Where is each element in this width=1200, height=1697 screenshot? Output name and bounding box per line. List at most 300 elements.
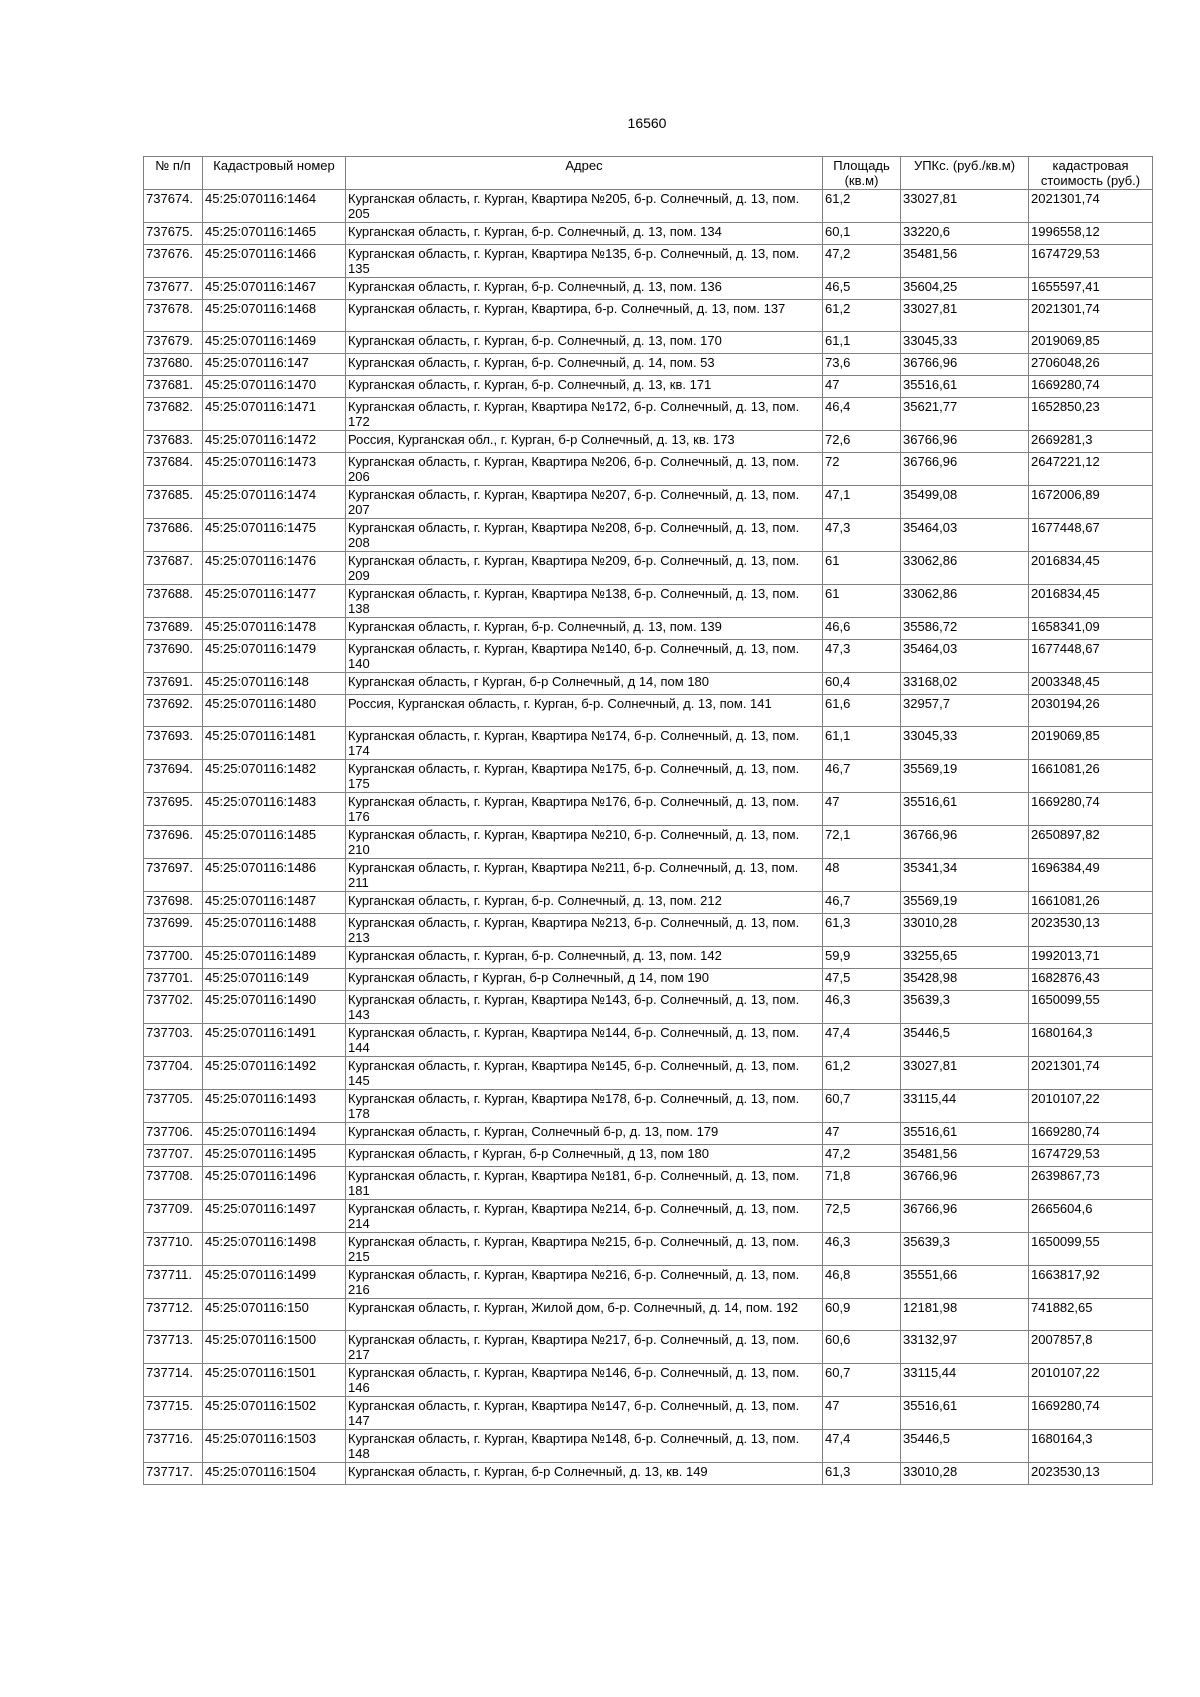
table-row <box>144 914 1153 947</box>
table-row <box>144 486 1153 519</box>
cell-cadastral-cost: 1680164,3 <box>1029 1024 1153 1057</box>
cell-cadastral-number: 45:25:070116:1500 <box>203 1331 346 1364</box>
cell-address: Курганская область, г. Курган, Квартира №213, б-р. Солнечный, д. 13, пом. 213 <box>346 914 823 947</box>
cell-num: 737674. <box>144 190 203 223</box>
cell-cadastral-number: 45:25:070116:1480 <box>203 695 346 727</box>
cell-cadastral-number: 45:25:070116:1482 <box>203 760 346 793</box>
cell-cadastral-cost: 2023530,13 <box>1029 914 1153 947</box>
cell-address: Курганская область, г. Курган, Квартира №145, б-р. Солнечный, д. 13, пом. 145 <box>346 1057 823 1090</box>
cell-cadastral-cost: 2665604,6 <box>1029 1200 1153 1233</box>
cell-num: 737701. <box>144 969 203 991</box>
cell-area: 61 <box>823 585 901 618</box>
cell-upks: 35621,77 <box>901 398 1029 431</box>
table-row <box>144 585 1153 618</box>
cell-area: 60,7 <box>823 1090 901 1123</box>
cell-cadastral-number: 45:25:070116:1478 <box>203 618 346 640</box>
cell-cadastral-cost: 1669280,74 <box>1029 1123 1153 1145</box>
cell-area: 46,6 <box>823 618 901 640</box>
cell-cadastral-cost: 1652850,23 <box>1029 398 1153 431</box>
cell-address: Курганская область, г. Курган, Квартира №207, б-р. Солнечный, д. 13, пом. 207 <box>346 486 823 519</box>
cell-num: 737677. <box>144 278 203 300</box>
cell-num: 737689. <box>144 618 203 640</box>
table-row <box>144 1430 1153 1463</box>
cell-num: 737681. <box>144 376 203 398</box>
cell-num: 737705. <box>144 1090 203 1123</box>
cell-area: 46,8 <box>823 1266 901 1299</box>
cell-cadastral-number: 45:25:070116:1472 <box>203 431 346 453</box>
cell-area: 61,2 <box>823 190 901 223</box>
cell-num: 737693. <box>144 727 203 760</box>
cell-cadastral-cost: 2019069,85 <box>1029 727 1153 760</box>
cell-upks: 35604,25 <box>901 278 1029 300</box>
cell-cadastral-cost: 2021301,74 <box>1029 190 1153 223</box>
table-body <box>144 190 1153 1485</box>
cell-upks: 36766,96 <box>901 354 1029 376</box>
cell-cadastral-cost: 2669281,3 <box>1029 431 1153 453</box>
cell-cadastral-cost: 1669280,74 <box>1029 793 1153 826</box>
cell-area: 47,5 <box>823 969 901 991</box>
cell-address: Курганская область, г. Курган, Квартира №144, б-р. Солнечный, д. 13, пом. 144 <box>346 1024 823 1057</box>
cell-num: 737710. <box>144 1233 203 1266</box>
cell-area: 46,5 <box>823 278 901 300</box>
table-row <box>144 826 1153 859</box>
table-row <box>144 1266 1153 1299</box>
cell-address: Курганская область, г. Курган, Квартира №147, б-р. Солнечный, д. 13, пом. 147 <box>346 1397 823 1430</box>
cell-address: Курганская область, г. Курган, Квартира №214, б-р. Солнечный, д. 13, пом. 214 <box>346 1200 823 1233</box>
cell-area: 47,3 <box>823 519 901 552</box>
cell-area: 47,1 <box>823 486 901 519</box>
cell-address: Курганская область, г. Курган, Солнечный б-р, д. 13, пом. 179 <box>346 1123 823 1145</box>
cell-area: 61,1 <box>823 727 901 760</box>
cell-cadastral-cost: 1663817,92 <box>1029 1266 1153 1299</box>
cell-address: Курганская область, г. Курган, Квартира №138, б-р. Солнечный, д. 13, пом. 138 <box>346 585 823 618</box>
cell-cadastral-cost: 741882,65 <box>1029 1299 1153 1331</box>
cell-address: Курганская область, г. Курган, б-р. Солнечный, д. 13, пом. 212 <box>346 892 823 914</box>
cell-cadastral-cost: 2010107,22 <box>1029 1364 1153 1397</box>
cell-cadastral-cost: 2021301,74 <box>1029 300 1153 332</box>
cell-area: 47 <box>823 1397 901 1430</box>
table-row <box>144 223 1153 245</box>
cell-upks: 33027,81 <box>901 300 1029 332</box>
cell-area: 46,3 <box>823 991 901 1024</box>
cell-num: 737706. <box>144 1123 203 1145</box>
cell-upks: 35569,19 <box>901 892 1029 914</box>
cell-cadastral-number: 45:25:070116:1476 <box>203 552 346 585</box>
cell-address: Курганская область, г. Курган, Квартира №176, б-р. Солнечный, д. 13, пом. 176 <box>346 793 823 826</box>
cell-address: Курганская область, г. Курган, Квартира №215, б-р. Солнечный, д. 13, пом. 215 <box>346 1233 823 1266</box>
cell-upks: 35516,61 <box>901 793 1029 826</box>
cell-area: 47,2 <box>823 1145 901 1167</box>
cell-area: 61 <box>823 552 901 585</box>
cell-upks: 35428,98 <box>901 969 1029 991</box>
table-row <box>144 278 1153 300</box>
cell-upks: 33027,81 <box>901 190 1029 223</box>
cell-cadastral-cost: 2003348,45 <box>1029 673 1153 695</box>
cell-cadastral-cost: 1677448,67 <box>1029 519 1153 552</box>
cell-upks: 32957,7 <box>901 695 1029 727</box>
cell-cadastral-number: 45:25:070116:147 <box>203 354 346 376</box>
cell-cadastral-cost: 1682876,43 <box>1029 969 1153 991</box>
cell-cadastral-number: 45:25:070116:1486 <box>203 859 346 892</box>
cell-cadastral-cost: 1696384,49 <box>1029 859 1153 892</box>
cell-address: Курганская область, г. Курган, Квартира №148, б-р. Солнечный, д. 13, пом. 148 <box>346 1430 823 1463</box>
cell-area: 61,2 <box>823 300 901 332</box>
cell-address: Курганская область, г. Курган, Квартира №210, б-р. Солнечный, д. 13, пом. 210 <box>346 826 823 859</box>
cell-upks: 33062,86 <box>901 585 1029 618</box>
cell-cadastral-number: 45:25:070116:1479 <box>203 640 346 673</box>
cell-cadastral-cost: 1650099,55 <box>1029 1233 1153 1266</box>
cadastral-registry-table <box>143 156 1153 1485</box>
table-row <box>144 695 1153 727</box>
cell-upks: 35516,61 <box>901 1397 1029 1430</box>
cell-area: 60,9 <box>823 1299 901 1331</box>
cell-upks: 36766,96 <box>901 453 1029 486</box>
cell-area: 61,6 <box>823 695 901 727</box>
cell-area: 60,4 <box>823 673 901 695</box>
cell-num: 737676. <box>144 245 203 278</box>
cell-num: 737694. <box>144 760 203 793</box>
cell-cadastral-number: 45:25:070116:1495 <box>203 1145 346 1167</box>
table-row <box>144 1331 1153 1364</box>
cell-num: 737695. <box>144 793 203 826</box>
cell-cadastral-cost: 1672006,89 <box>1029 486 1153 519</box>
cell-cadastral-number: 45:25:070116:1493 <box>203 1090 346 1123</box>
cell-area: 47 <box>823 793 901 826</box>
cell-address: Курганская область, г. Курган, б-р. Солнечный, д. 14, пом. 53 <box>346 354 823 376</box>
cell-cadastral-cost: 1674729,53 <box>1029 245 1153 278</box>
cell-upks: 35516,61 <box>901 376 1029 398</box>
cell-area: 72,1 <box>823 826 901 859</box>
cell-area: 47 <box>823 1123 901 1145</box>
cell-cadastral-cost: 1992013,71 <box>1029 947 1153 969</box>
cell-address: Курганская область, г. Курган, Квартира №206, б-р. Солнечный, д. 13, пом. 206 <box>346 453 823 486</box>
cell-num: 737683. <box>144 431 203 453</box>
cell-address: Курганская область, г. Курган, Квартира №178, б-р. Солнечный, д. 13, пом. 178 <box>346 1090 823 1123</box>
cell-address: Курганская область, г Курган, б-р Солнечный, д 13, пом 180 <box>346 1145 823 1167</box>
cell-num: 737700. <box>144 947 203 969</box>
table-row <box>144 1364 1153 1397</box>
cell-cadastral-number: 45:25:070116:1464 <box>203 190 346 223</box>
cell-upks: 35551,66 <box>901 1266 1029 1299</box>
cell-cadastral-number: 45:25:070116:1485 <box>203 826 346 859</box>
table-row <box>144 431 1153 453</box>
table-row <box>144 1145 1153 1167</box>
cell-address: Курганская область, г. Курган, Квартира №174, б-р. Солнечный, д. 13, пом. 174 <box>346 727 823 760</box>
cell-area: 47,2 <box>823 245 901 278</box>
cell-cadastral-number: 45:25:070116:1502 <box>203 1397 346 1430</box>
cell-cadastral-number: 45:25:070116:1494 <box>203 1123 346 1145</box>
cell-cadastral-cost: 2007857,8 <box>1029 1331 1153 1364</box>
cell-cadastral-number: 45:25:070116:1466 <box>203 245 346 278</box>
cell-cadastral-number: 45:25:070116:150 <box>203 1299 346 1331</box>
cell-cadastral-number: 45:25:070116:1491 <box>203 1024 346 1057</box>
cell-num: 737680. <box>144 354 203 376</box>
cell-cadastral-cost: 2650897,82 <box>1029 826 1153 859</box>
table-row <box>144 519 1153 552</box>
cell-cadastral-number: 45:25:070116:1471 <box>203 398 346 431</box>
cell-num: 737715. <box>144 1397 203 1430</box>
table-row <box>144 190 1153 223</box>
cell-cadastral-cost: 2021301,74 <box>1029 1057 1153 1090</box>
cell-cadastral-number: 45:25:070116:1498 <box>203 1233 346 1266</box>
cell-upks: 35586,72 <box>901 618 1029 640</box>
cell-upks: 35639,3 <box>901 1233 1029 1266</box>
cell-upks: 33168,02 <box>901 673 1029 695</box>
cell-upks: 33010,28 <box>901 914 1029 947</box>
cell-num: 737699. <box>144 914 203 947</box>
cell-cadastral-number: 45:25:070116:1489 <box>203 947 346 969</box>
cell-cadastral-number: 45:25:070116:1490 <box>203 991 346 1024</box>
cell-num: 737679. <box>144 332 203 354</box>
cell-num: 737692. <box>144 695 203 727</box>
cell-cadastral-cost: 2706048,26 <box>1029 354 1153 376</box>
cell-area: 61,1 <box>823 332 901 354</box>
table-row <box>144 1397 1153 1430</box>
cell-area: 46,7 <box>823 892 901 914</box>
cell-cadastral-number: 45:25:070116:1496 <box>203 1167 346 1200</box>
header-upks: УПКс. (руб./кв.м) <box>901 157 1029 190</box>
cell-area: 60,1 <box>823 223 901 245</box>
cell-upks: 36766,96 <box>901 1200 1029 1233</box>
table-row <box>144 1090 1153 1123</box>
cell-cadastral-number: 45:25:070116:148 <box>203 673 346 695</box>
cell-address: Курганская область, г. Курган, Квартира №175, б-р. Солнечный, д. 13, пом. 175 <box>346 760 823 793</box>
cell-upks: 33045,33 <box>901 727 1029 760</box>
cell-area: 46,4 <box>823 398 901 431</box>
cell-area: 60,6 <box>823 1331 901 1364</box>
cell-num: 737698. <box>144 892 203 914</box>
cell-upks: 35446,5 <box>901 1024 1029 1057</box>
table-row <box>144 793 1153 826</box>
table-row <box>144 859 1153 892</box>
cell-num: 737697. <box>144 859 203 892</box>
cell-area: 47,3 <box>823 640 901 673</box>
table-row <box>144 1299 1153 1331</box>
cell-upks: 33045,33 <box>901 332 1029 354</box>
cell-upks: 33115,44 <box>901 1090 1029 1123</box>
cell-address: Курганская область, г Курган, б-р Солнечный, д 14, пом 190 <box>346 969 823 991</box>
cell-num: 737709. <box>144 1200 203 1233</box>
cell-cadastral-number: 45:25:070116:1503 <box>203 1430 346 1463</box>
cell-cadastral-number: 45:25:070116:1468 <box>203 300 346 332</box>
cell-upks: 35516,61 <box>901 1123 1029 1145</box>
cell-num: 737712. <box>144 1299 203 1331</box>
table-row <box>144 453 1153 486</box>
cell-area: 60,7 <box>823 1364 901 1397</box>
cell-area: 72,5 <box>823 1200 901 1233</box>
cell-cadastral-number: 45:25:070116:1492 <box>203 1057 346 1090</box>
cell-num: 737678. <box>144 300 203 332</box>
cell-cadastral-number: 45:25:070116:1475 <box>203 519 346 552</box>
cell-cadastral-cost: 1996558,12 <box>1029 223 1153 245</box>
cell-address: Курганская область, г. Курган, Квартира №135, б-р. Солнечный, д. 13, пом. 135 <box>346 245 823 278</box>
cell-cadastral-cost: 1680164,3 <box>1029 1430 1153 1463</box>
cell-upks: 33115,44 <box>901 1364 1029 1397</box>
cell-cadastral-cost: 1655597,41 <box>1029 278 1153 300</box>
cell-num: 737687. <box>144 552 203 585</box>
cell-address: Курганская область, г. Курган, Квартира №143, б-р. Солнечный, д. 13, пом. 143 <box>346 991 823 1024</box>
cell-cadastral-cost: 2030194,26 <box>1029 695 1153 727</box>
table-row <box>144 376 1153 398</box>
cell-upks: 35464,03 <box>901 640 1029 673</box>
cell-upks: 33132,97 <box>901 1331 1029 1364</box>
cell-num: 737716. <box>144 1430 203 1463</box>
cell-area: 48 <box>823 859 901 892</box>
cell-address: Курганская область, г. Курган, Квартира №211, б-р. Солнечный, д. 13, пом. 211 <box>346 859 823 892</box>
table-row <box>144 947 1153 969</box>
cell-num: 737690. <box>144 640 203 673</box>
cell-area: 61,2 <box>823 1057 901 1090</box>
cell-upks: 35639,3 <box>901 991 1029 1024</box>
table-row <box>144 1233 1153 1266</box>
cell-address: Курганская область, г. Курган, Квартира №181, б-р. Солнечный, д. 13, пом. 181 <box>346 1167 823 1200</box>
cell-address: Курганская область, г. Курган, б-р. Солнечный, д. 13, пом. 136 <box>346 278 823 300</box>
cell-upks: 35464,03 <box>901 519 1029 552</box>
cell-cadastral-cost: 1669280,74 <box>1029 376 1153 398</box>
cell-upks: 35446,5 <box>901 1430 1029 1463</box>
cell-cadastral-cost: 1669280,74 <box>1029 1397 1153 1430</box>
cell-num: 737714. <box>144 1364 203 1397</box>
cell-address: Курганская область, г. Курган, Жилой дом, б-р. Солнечный, д. 14, пом. 192 <box>346 1299 823 1331</box>
cell-num: 737675. <box>144 223 203 245</box>
cell-address: Курганская область, г Курган, б-р Солнечный, д 14, пом 180 <box>346 673 823 695</box>
cell-area: 72 <box>823 453 901 486</box>
cell-cadastral-cost: 1650099,55 <box>1029 991 1153 1024</box>
cell-address: Курганская область, г. Курган, б-р Солнечный, д. 13, кв. 149 <box>346 1463 823 1485</box>
cell-cadastral-cost: 2010107,22 <box>1029 1090 1153 1123</box>
cell-upks: 35481,56 <box>901 1145 1029 1167</box>
cell-address: Курганская область, г. Курган, Квартира №209, б-р. Солнечный, д. 13, пом. 209 <box>346 552 823 585</box>
table-row <box>144 760 1153 793</box>
cell-cadastral-number: 45:25:070116:1473 <box>203 453 346 486</box>
cell-upks: 33027,81 <box>901 1057 1029 1090</box>
cell-num: 737711. <box>144 1266 203 1299</box>
cell-cadastral-number: 45:25:070116:1481 <box>203 727 346 760</box>
cell-cadastral-cost: 1674729,53 <box>1029 1145 1153 1167</box>
cell-address: Курганская область, г. Курган, б-р. Солнечный, д. 13, пом. 142 <box>346 947 823 969</box>
cell-cadastral-cost: 1661081,26 <box>1029 760 1153 793</box>
cell-upks: 35341,34 <box>901 859 1029 892</box>
cell-cadastral-number: 45:25:070116:1488 <box>203 914 346 947</box>
cell-upks: 36766,96 <box>901 826 1029 859</box>
cell-cadastral-number: 45:25:070116:1499 <box>203 1266 346 1299</box>
cell-cadastral-number: 45:25:070116:1497 <box>203 1200 346 1233</box>
table-row <box>144 991 1153 1024</box>
table-row <box>144 354 1153 376</box>
cell-cadastral-cost: 1661081,26 <box>1029 892 1153 914</box>
cell-num: 737684. <box>144 453 203 486</box>
table-row <box>144 398 1153 431</box>
cell-address: Курганская область, г. Курган, Квартира №146, б-р. Солнечный, д. 13, пом. 146 <box>346 1364 823 1397</box>
cell-upks: 35481,56 <box>901 245 1029 278</box>
table-row <box>144 1463 1153 1485</box>
cell-area: 47,4 <box>823 1430 901 1463</box>
cell-area: 47 <box>823 376 901 398</box>
cell-address: Курганская область, г. Курган, Квартира №205, б-р. Солнечный, д. 13, пом. 205 <box>346 190 823 223</box>
cell-num: 737691. <box>144 673 203 695</box>
cell-upks: 35499,08 <box>901 486 1029 519</box>
cell-address: Курганская область, г. Курган, Квартира, б-р. Солнечный, д. 13, пом. 137 <box>346 300 823 332</box>
table-row <box>144 1167 1153 1200</box>
header-cadastral-number: Кадастровый номер <box>203 157 346 190</box>
cell-num: 737702. <box>144 991 203 1024</box>
cell-cadastral-cost: 1658341,09 <box>1029 618 1153 640</box>
cell-cadastral-number: 45:25:070116:1470 <box>203 376 346 398</box>
cell-cadastral-cost: 2647221,12 <box>1029 453 1153 486</box>
cell-area: 46,3 <box>823 1233 901 1266</box>
cell-area: 61,3 <box>823 1463 901 1485</box>
cell-num: 737696. <box>144 826 203 859</box>
cell-num: 737707. <box>144 1145 203 1167</box>
table-row <box>144 892 1153 914</box>
cell-area: 73,6 <box>823 354 901 376</box>
cell-area: 47,4 <box>823 1024 901 1057</box>
cell-cadastral-number: 45:25:070116:1477 <box>203 585 346 618</box>
table-row <box>144 618 1153 640</box>
cell-cadastral-number: 45:25:070116:1469 <box>203 332 346 354</box>
cell-num: 737704. <box>144 1057 203 1090</box>
cell-num: 737686. <box>144 519 203 552</box>
cell-address: Курганская область, г. Курган, б-р. Солнечный, д. 13, кв. 171 <box>346 376 823 398</box>
cell-cadastral-cost: 2019069,85 <box>1029 332 1153 354</box>
table-row <box>144 640 1153 673</box>
cell-address: Курганская область, г. Курган, Квартира №140, б-р. Солнечный, д. 13, пом. 140 <box>346 640 823 673</box>
cell-area: 59,9 <box>823 947 901 969</box>
table-row <box>144 552 1153 585</box>
cell-cadastral-cost: 2016834,45 <box>1029 552 1153 585</box>
cell-num: 737708. <box>144 1167 203 1200</box>
cell-num: 737688. <box>144 585 203 618</box>
table-row <box>144 1024 1153 1057</box>
cell-upks: 33220,6 <box>901 223 1029 245</box>
table-row <box>144 1123 1153 1145</box>
header-address: Адрес <box>346 157 823 190</box>
cell-address: Курганская область, г. Курган, Квартира №208, б-р. Солнечный, д. 13, пом. 208 <box>346 519 823 552</box>
cell-address: Курганская область, г. Курган, б-р. Солнечный, д. 13, пом. 139 <box>346 618 823 640</box>
cell-address: Курганская область, г. Курган, Квартира №217, б-р. Солнечный, д. 13, пом. 217 <box>346 1331 823 1364</box>
table-row <box>144 300 1153 332</box>
cell-cadastral-number: 45:25:070116:1487 <box>203 892 346 914</box>
cell-num: 737717. <box>144 1463 203 1485</box>
cell-upks: 36766,96 <box>901 431 1029 453</box>
cell-upks: 33255,65 <box>901 947 1029 969</box>
cell-cadastral-cost: 2023530,13 <box>1029 1463 1153 1485</box>
cell-num: 737713. <box>144 1331 203 1364</box>
cell-upks: 33062,86 <box>901 552 1029 585</box>
cell-cadastral-number: 45:25:070116:1467 <box>203 278 346 300</box>
cell-num: 737703. <box>144 1024 203 1057</box>
table-row <box>144 1200 1153 1233</box>
table-row <box>144 673 1153 695</box>
cell-cadastral-number: 45:25:070116:1474 <box>203 486 346 519</box>
cell-cadastral-number: 45:25:070116:1483 <box>203 793 346 826</box>
header-area: Площадь (кв.м) <box>823 157 901 190</box>
cell-upks: 12181,98 <box>901 1299 1029 1331</box>
cell-cadastral-number: 45:25:070116:1504 <box>203 1463 346 1485</box>
cell-area: 46,7 <box>823 760 901 793</box>
cell-area: 71,8 <box>823 1167 901 1200</box>
cell-address: Курганская область, г. Курган, б-р. Солнечный, д. 13, пом. 134 <box>346 223 823 245</box>
cell-address: Курганская область, г. Курган, б-р. Солнечный, д. 13, пом. 170 <box>346 332 823 354</box>
cell-upks: 33010,28 <box>901 1463 1029 1485</box>
cell-num: 737682. <box>144 398 203 431</box>
cell-area: 72,6 <box>823 431 901 453</box>
header-cadastral-cost: кадастровая стоимость (руб.) <box>1029 157 1153 190</box>
cell-area: 61,3 <box>823 914 901 947</box>
cell-cadastral-number: 45:25:070116:1501 <box>203 1364 346 1397</box>
page-number: 16560 <box>627 115 667 131</box>
table-row <box>144 1057 1153 1090</box>
